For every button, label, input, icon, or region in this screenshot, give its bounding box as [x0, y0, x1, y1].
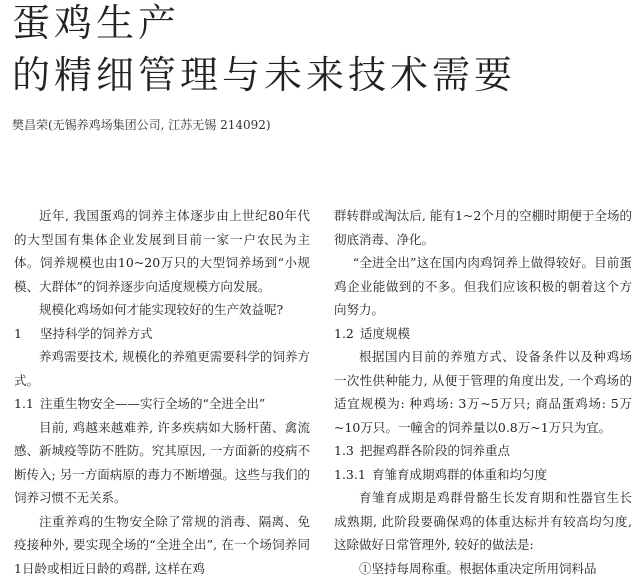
section-number: 1 [14, 325, 22, 341]
left-column [14, 204, 310, 580]
section-title: 注重生物安全——实行全场的“全进全出” [40, 396, 266, 411]
paragraph: 育雏育成期是鸡群骨骼生长发育期和性器官生长成熟期, 此阶段要确保鸡的体重达标并有较高均匀度, 这除做好日常管理外, 较好的做法是: [334, 490, 632, 552]
section-number: 1.2 [334, 325, 354, 341]
paragraph: ①坚持每周称重。根据体重决定所用饲料品 [359, 560, 597, 576]
right-column [334, 204, 632, 580]
title-line-1: 蛋鸡生产 [12, 1, 181, 45]
section-number: 1.1 [14, 396, 34, 411]
paragraph: 养鸡需要技术, 规模化的养殖更需要科学的饲养方式。 [14, 349, 310, 388]
paragraph: 根据国内目前的养殖方式、设备条件以及种鸡场一次性供种能力, 从便于管理的角度出发, 一个鸡场的适宜规模为: 种鸡场: 3万~5万只; 商品蛋鸡场: 5万~10万只。一幢舍的饲养量以0.8万~1万只为宜。 [334, 349, 632, 435]
paragraph: 近年, 我国蛋鸡的饲养主体逐步由上世纪80年代的大型国有集体企业发展到目前一家一户农民为主体。饲养规模也由10~20万只的大型饲养场到“小规模、大群体”的饲养逐步向适度规模方向发展。 [14, 208, 310, 294]
section-title: 把握鸡群各阶段的饲养重点 [360, 443, 511, 458]
section-number: 1.3.1 [334, 466, 366, 482]
title-line-2: 的精细管理与未来技术需要 [12, 53, 517, 97]
subsection-heading [334, 322, 632, 346]
section-title: 适度规模 [360, 325, 411, 341]
paragraph: “全进全出”这在国内肉鸡饲养上做得较好。目前蛋鸡企业能做到的不多。但我们应该积极的朝着这个方向努力。 [334, 255, 632, 317]
paragraph: 群转群或淘汰后, 能有1~2个月的空棚时期便于全场的彻底消毒、净化。 [334, 208, 632, 247]
author-affiliation: 樊昌荣(无锡养鸡场集团公司, 江苏无锡 214092) [12, 118, 271, 132]
section-title: 育雏育成期鸡群的体重和均匀度 [372, 466, 548, 482]
paragraph: 规模化鸡场如何才能实现较好的生产效益呢? [39, 302, 284, 317]
section-title: 坚持科学的饲养方式 [40, 325, 153, 341]
subsection-heading [334, 439, 632, 463]
paragraph: 注重养鸡的生物安全除了常规的消毒、隔离、免疫接种外, 要实现全场的“全进全出”, 在一个场饲养同1日龄或相近日龄的鸡群, 这样在鸡 [14, 513, 310, 576]
section-number: 1.3 [334, 443, 354, 458]
section-heading [14, 322, 310, 346]
paragraph: 目前, 鸡越来越难养, 许多疾病如大肠杆菌、禽流感、新城疫等防不胜防。究其原因, 一方面新的疫病不断传入; 另一方面病原的毒力不断增强。这些与我们的饲养习惯不无关系。 [14, 419, 310, 505]
subsection-heading [14, 392, 310, 416]
subsubsection-heading [334, 463, 632, 487]
